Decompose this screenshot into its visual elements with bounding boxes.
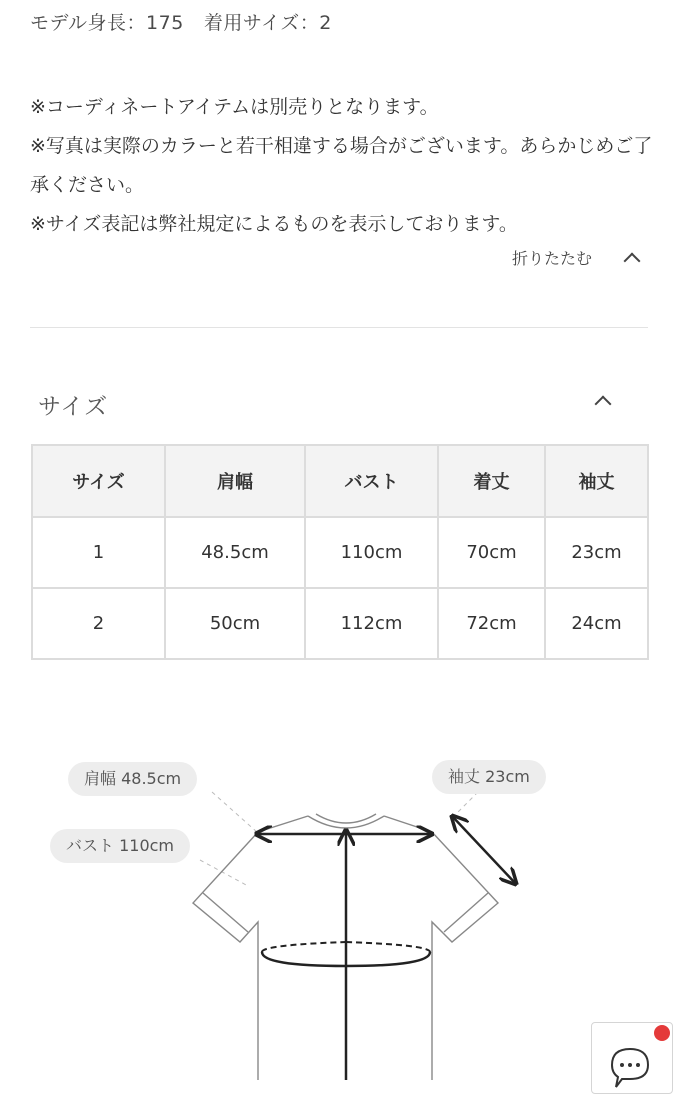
shoulder-leader-line (212, 792, 258, 833)
cell-length: 72cm (438, 588, 545, 659)
header-bust: バスト (305, 445, 438, 517)
chat-button[interactable] (591, 1022, 673, 1094)
table-header-row (32, 445, 648, 517)
sleeve-leader-line (450, 792, 478, 820)
note-size-notation: ※サイズ表記は弊社規定によるものを表示しております。 (30, 213, 518, 235)
note-color: ※写真は実際のカラーと若干相違する場合がございます。あらかじめご了承ください。 (30, 135, 653, 196)
cell-bust: 112cm (305, 588, 438, 659)
notification-badge (654, 1025, 670, 1041)
model-height: モデル身長：175 (30, 12, 184, 34)
bust-leader-line (200, 860, 248, 886)
tshirt-diagram (0, 690, 678, 1080)
product-notes (30, 88, 660, 244)
cell-shoulder: 48.5cm (165, 517, 305, 588)
collapse-label: 折りたたむ (512, 249, 593, 268)
cell-length: 70cm (438, 517, 545, 588)
sleeve-measure-line (452, 816, 516, 884)
table-row (32, 588, 648, 659)
bust-label: バスト 110cm (50, 829, 190, 863)
cell-sleeve: 23cm (545, 517, 648, 588)
measurement-diagram (0, 690, 678, 1080)
sleeve-label: 袖丈 23cm (432, 760, 546, 794)
size-section-toggle[interactable] (590, 392, 616, 412)
bust-measure-back-right (346, 942, 430, 952)
cell-size: 2 (32, 588, 165, 659)
header-shoulder: 肩幅 (165, 445, 305, 517)
cell-sleeve: 24cm (545, 588, 648, 659)
collapse-toggle[interactable] (512, 246, 638, 269)
chat-bubble-icon (606, 1041, 666, 1093)
cell-size: 1 (32, 517, 165, 588)
model-info (30, 8, 332, 35)
header-size: サイズ (32, 445, 165, 517)
shoulder-label: 肩幅 48.5cm (68, 762, 197, 796)
cell-shoulder: 50cm (165, 588, 305, 659)
note-coordinate: ※コーディネートアイテムは別売りとなります。 (30, 96, 439, 118)
header-sleeve: 袖丈 (545, 445, 648, 517)
chevron-up-icon (595, 396, 612, 413)
size-table (31, 444, 649, 660)
model-wearing-size: 着用サイズ：2 (203, 12, 332, 34)
bust-measure-back (262, 942, 346, 952)
header-length: 着丈 (438, 445, 545, 517)
chevron-up-icon (624, 252, 641, 269)
table-row (32, 517, 648, 588)
cell-bust: 110cm (305, 517, 438, 588)
section-divider (30, 327, 648, 328)
size-section-title: サイズ (38, 394, 109, 420)
